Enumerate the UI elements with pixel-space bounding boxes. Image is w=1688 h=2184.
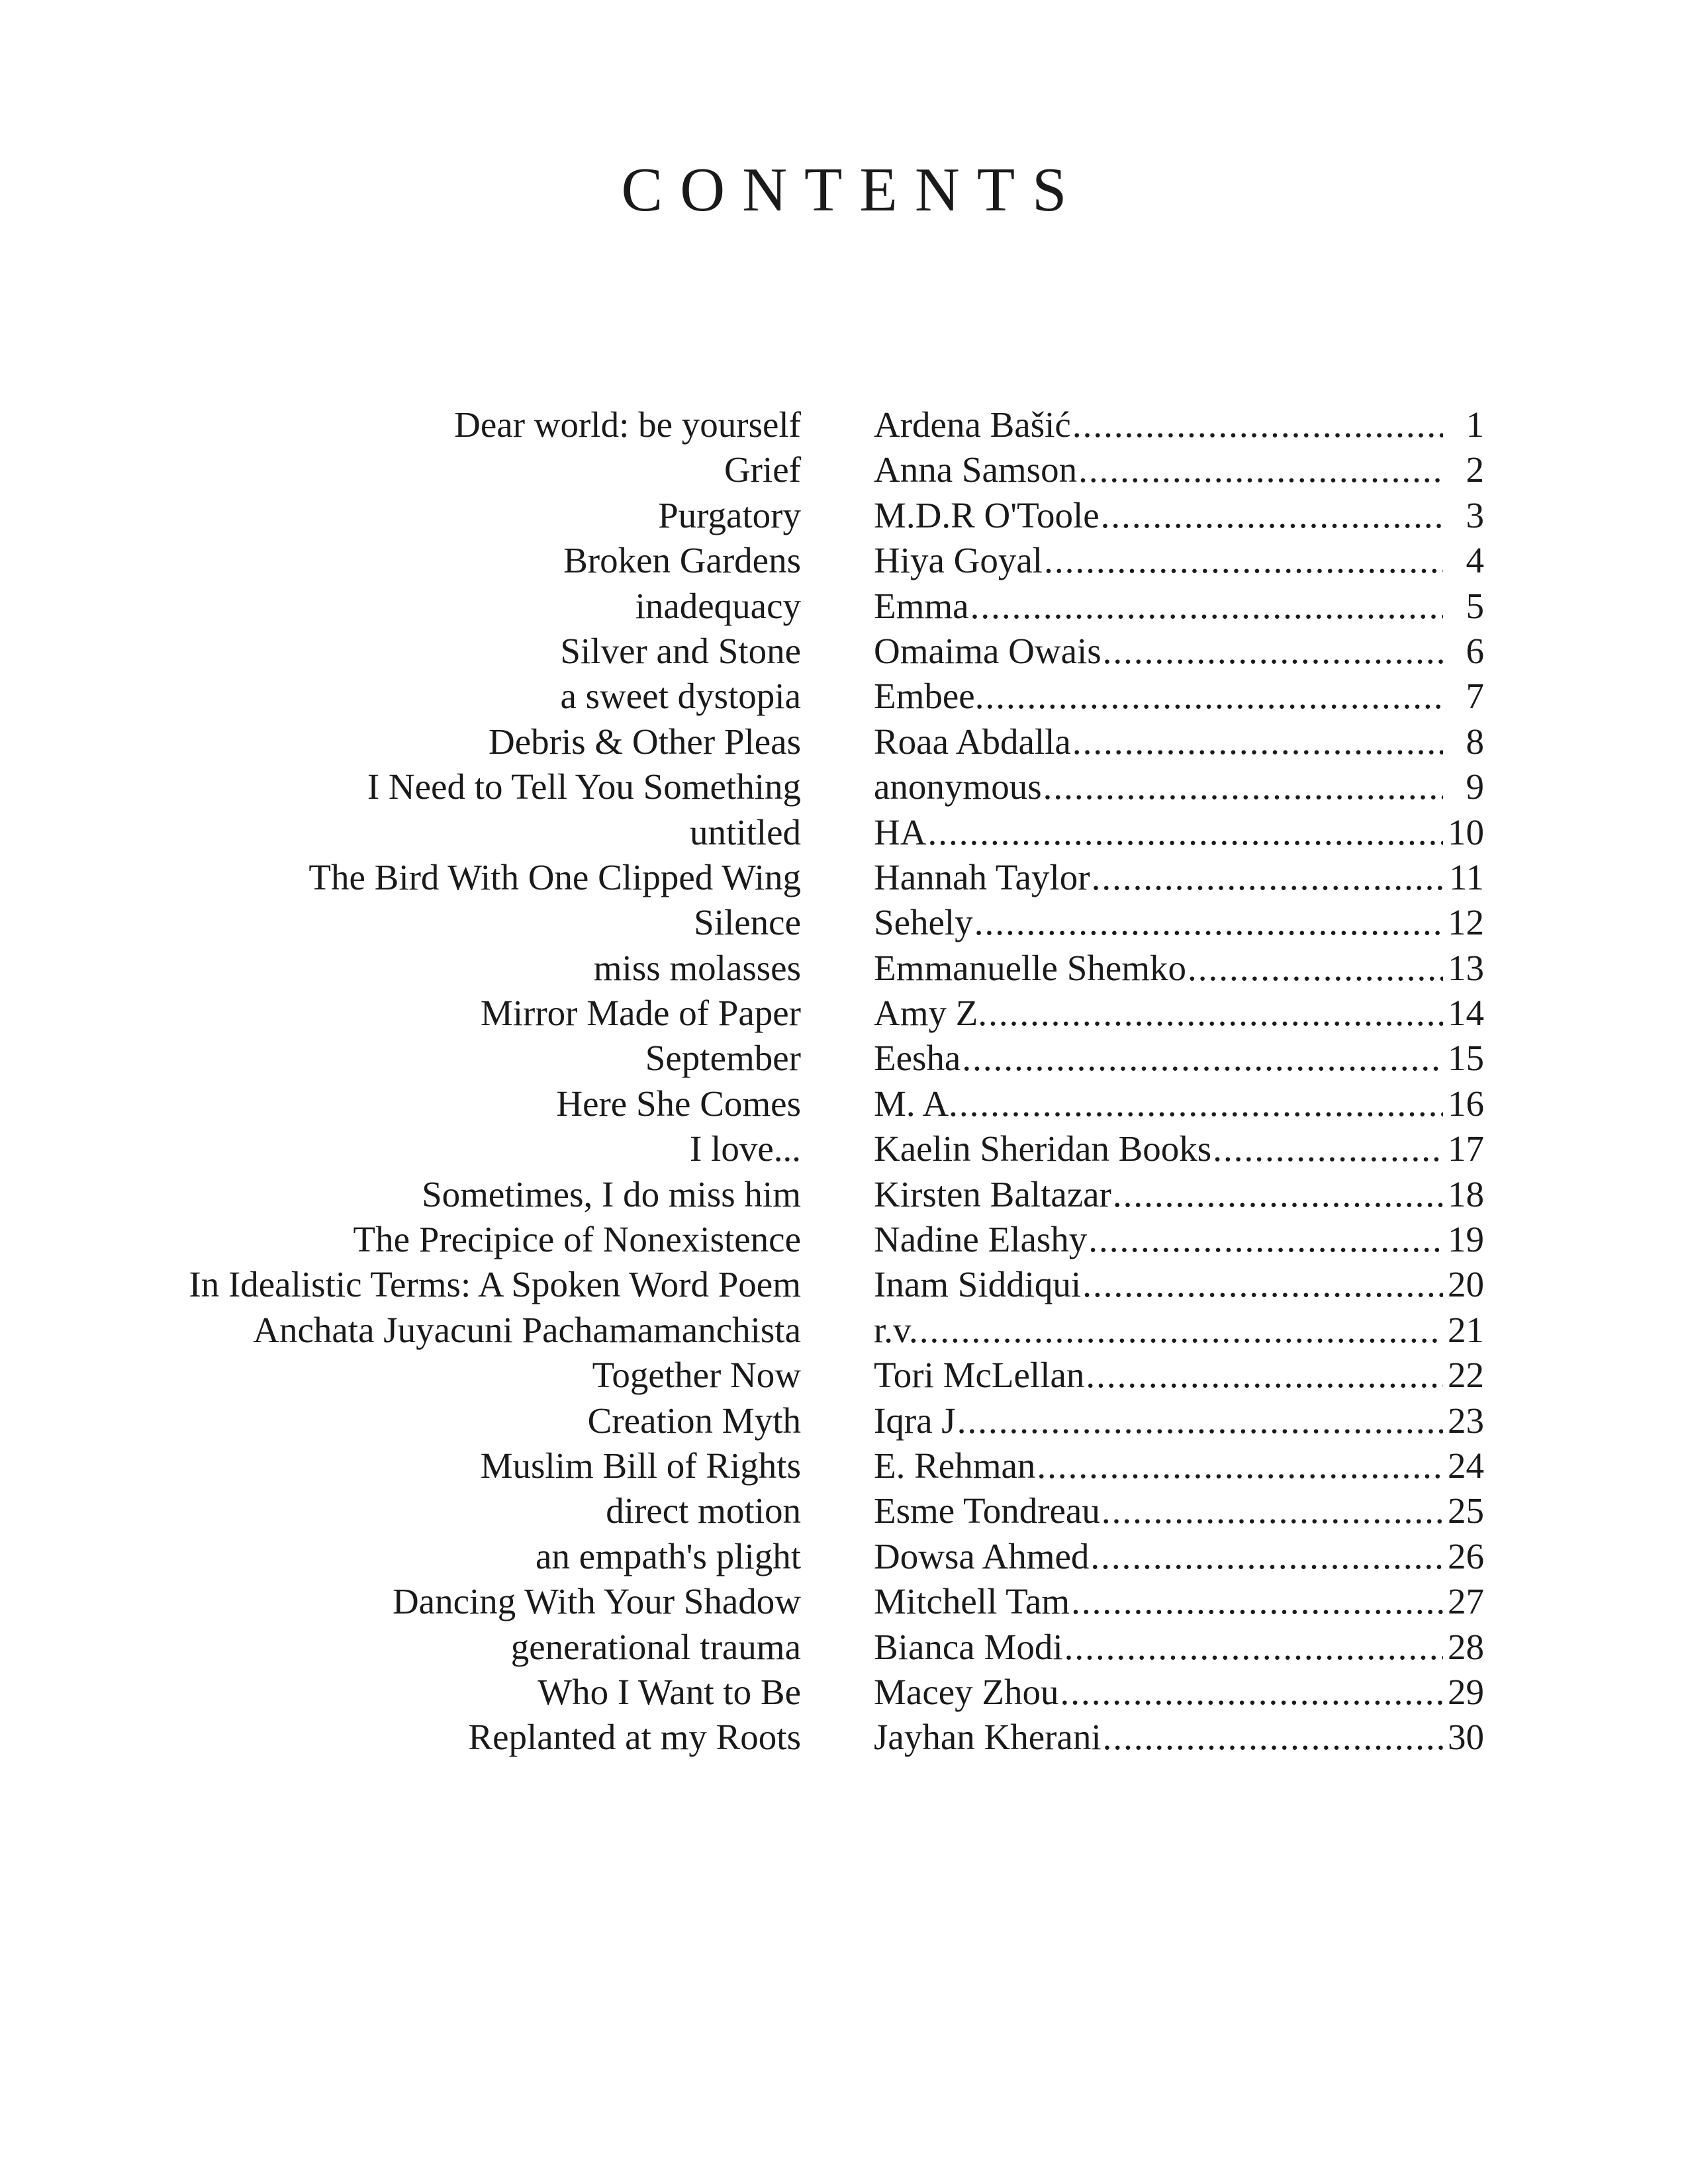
entry-title: September <box>645 1038 801 1079</box>
entry-page-number: 30 <box>1448 1717 1484 1758</box>
entry-title: Debris & Other Pleas <box>489 721 801 762</box>
entry-page-number: 23 <box>1448 1400 1484 1441</box>
entry-title: Sometimes, I do miss him <box>422 1173 801 1214</box>
entry-page-number: 26 <box>1448 1535 1484 1576</box>
entry-title: I Need to Tell You Something <box>367 766 801 807</box>
entry-author: Iqra J <box>874 1400 956 1441</box>
dot-leader <box>1060 1670 1444 1715</box>
entry-author: Emma <box>874 585 969 626</box>
dot-leader <box>974 900 1443 945</box>
entry-author-page <box>874 1217 1484 1262</box>
entry-author: Omaima Owais <box>874 630 1102 671</box>
entry-author-page <box>874 1579 1484 1624</box>
entry-title: direct motion <box>606 1490 801 1531</box>
entry-title: Mirror Made of Paper <box>480 993 801 1034</box>
entry-author: Embee. <box>874 676 984 717</box>
entry-title: In Idealistic Terms: A Spoken Word Poem <box>189 1264 801 1305</box>
entry-title: an empath's plight <box>536 1535 801 1576</box>
entry-author-page <box>874 1534 1484 1579</box>
toc-row <box>0 1353 1688 1398</box>
entry-author: M. A. <box>874 1083 958 1124</box>
entry-title: Replanted at my Roots <box>468 1717 801 1758</box>
entry-page-number: 13 <box>1448 947 1484 988</box>
dot-leader <box>1188 946 1443 991</box>
entry-author-page <box>874 1398 1484 1443</box>
entry-author-page <box>874 810 1484 855</box>
entry-author-page <box>874 493 1484 538</box>
entry-author: Macey Zhou <box>874 1671 1059 1712</box>
entry-author: Sehely <box>874 902 973 943</box>
toc-row <box>0 900 1688 945</box>
toc-row <box>0 1217 1688 1262</box>
entry-author-page <box>874 674 1484 719</box>
entry-title: miss molasses <box>593 947 801 988</box>
entry-author-page <box>874 1172 1484 1217</box>
entry-author-page <box>874 1262 1484 1307</box>
entry-author-page <box>874 764 1484 809</box>
entry-author-page <box>874 1715 1484 1760</box>
entry-title: Here She Comes <box>556 1083 801 1124</box>
dot-leader <box>1092 855 1443 900</box>
entry-author: Esme Tondreau <box>874 1490 1100 1531</box>
dot-leader <box>1213 1126 1443 1171</box>
entry-page-number: 29 <box>1448 1671 1484 1712</box>
entry-author-page <box>874 855 1484 900</box>
entry-title: a sweet dystopia <box>560 676 801 717</box>
entry-page-number: 21 <box>1448 1309 1484 1350</box>
entry-title: untitled <box>689 811 801 852</box>
entry-author-page <box>874 1126 1484 1171</box>
entry-page-number: 7 <box>1466 676 1484 717</box>
dot-leader <box>919 1308 1443 1353</box>
entry-title: The Precipice of Nonexistence <box>353 1219 801 1260</box>
entry-author: HA <box>874 811 927 852</box>
entry-author: Kaelin Sheridan Books <box>874 1128 1212 1169</box>
toc-row <box>0 810 1688 855</box>
toc-row <box>0 764 1688 809</box>
entry-page-number: 22 <box>1448 1355 1484 1396</box>
dot-leader <box>1044 538 1443 583</box>
dot-leader <box>985 674 1443 719</box>
toc-row <box>0 855 1688 900</box>
entry-title: Grief <box>724 449 801 490</box>
table-of-contents <box>0 402 1688 1760</box>
entry-author-page <box>874 629 1484 674</box>
dot-leader <box>1088 1217 1443 1262</box>
toc-row <box>0 991 1688 1036</box>
entry-author: Hannah Taylor <box>874 856 1090 897</box>
toc-row <box>0 1715 1688 1760</box>
dot-leader <box>1043 764 1443 809</box>
entry-author-page <box>874 1625 1484 1670</box>
entry-author-page <box>874 584 1484 629</box>
entry-author-page <box>874 1488 1484 1533</box>
entry-author-page <box>874 447 1484 492</box>
entry-author: Anna Samson <box>874 449 1078 490</box>
entry-page-number: 18 <box>1448 1173 1484 1214</box>
entry-title: Anchata Juyacuni Pachamamanchista <box>253 1309 801 1350</box>
entry-author-page <box>874 946 1484 991</box>
entry-title: The Bird With One Clipped Wing <box>308 856 801 897</box>
toc-row <box>0 629 1688 674</box>
toc-row <box>0 1488 1688 1533</box>
entry-page-number: 28 <box>1448 1626 1484 1667</box>
entry-page-number: 12 <box>1448 902 1484 943</box>
dot-leader <box>1103 629 1443 674</box>
entry-title: Silence <box>694 902 801 943</box>
toc-row <box>0 946 1688 991</box>
entry-author: anonymous <box>874 766 1042 807</box>
entry-author-page <box>874 1353 1484 1398</box>
entry-author-page <box>874 900 1484 945</box>
toc-row <box>0 1126 1688 1171</box>
toc-row <box>0 1398 1688 1443</box>
toc-row <box>0 402 1688 447</box>
dot-leader <box>962 1036 1443 1081</box>
entry-page-number: 16 <box>1448 1083 1484 1124</box>
entry-author: M.D.R O'Toole <box>874 494 1100 535</box>
entry-title: I love... <box>689 1128 801 1169</box>
entry-title: Dancing With Your Shadow <box>392 1581 801 1622</box>
entry-page-number: 4 <box>1466 540 1484 581</box>
entry-author: Emmanuelle Shemko <box>874 947 1186 988</box>
entry-page-number: 9 <box>1466 766 1484 807</box>
entry-author: E. Rehman <box>874 1445 1036 1486</box>
entry-page-number: 10 <box>1448 811 1484 852</box>
toc-row <box>0 1308 1688 1353</box>
entry-author: Tori McLellan <box>874 1355 1085 1396</box>
entry-title: Broken Gardens <box>563 540 801 581</box>
entry-author: Roaa Abdalla <box>874 721 1071 762</box>
entry-author: Kirsten Baltazar <box>874 1173 1111 1214</box>
dot-leader <box>1113 1172 1443 1217</box>
toc-row <box>0 1625 1688 1670</box>
entry-title: Silver and Stone <box>560 630 801 671</box>
entry-title: Purgatory <box>658 494 801 535</box>
dot-leader <box>1071 1579 1443 1624</box>
entry-author: Bianca Modi <box>874 1626 1063 1667</box>
dot-leader <box>1086 1353 1443 1398</box>
toc-row <box>0 674 1688 719</box>
entry-author-page <box>874 1443 1484 1488</box>
entry-title: Muslim Bill of Rights <box>480 1445 801 1486</box>
entry-title: generational trauma <box>510 1626 801 1667</box>
toc-row <box>0 1534 1688 1579</box>
entry-page-number: 11 <box>1449 856 1484 897</box>
entry-page-number: 2 <box>1466 449 1484 490</box>
toc-row <box>0 1081 1688 1126</box>
entry-author-page <box>874 402 1484 447</box>
entry-author: Amy Z. <box>874 993 988 1034</box>
entry-title: Creation Myth <box>587 1400 801 1441</box>
dot-leader <box>959 1081 1443 1126</box>
toc-row <box>0 584 1688 629</box>
entry-author: Dowsa Ahmed <box>874 1535 1090 1576</box>
entry-page-number: 20 <box>1448 1264 1484 1305</box>
entry-author-page <box>874 719 1484 764</box>
entry-page-number: 27 <box>1448 1581 1484 1622</box>
toc-row <box>0 719 1688 764</box>
entry-page-number: 6 <box>1466 630 1484 671</box>
entry-page-number: 19 <box>1448 1219 1484 1260</box>
dot-leader <box>927 810 1443 855</box>
entry-page-number: 3 <box>1466 494 1484 535</box>
toc-row <box>0 1262 1688 1307</box>
entry-title: inadequacy <box>635 585 801 626</box>
page-title: CONTENTS <box>621 156 1084 224</box>
toc-row <box>0 447 1688 492</box>
entry-title: Who I Want to Be <box>538 1671 801 1712</box>
toc-row <box>0 1172 1688 1217</box>
entry-page-number: 25 <box>1448 1490 1484 1531</box>
dot-leader <box>957 1398 1443 1443</box>
dot-leader <box>1102 1488 1443 1533</box>
entry-page-number: 14 <box>1448 993 1484 1034</box>
toc-row <box>0 1579 1688 1624</box>
entry-author: r.v. <box>874 1309 918 1350</box>
entry-page-number: 1 <box>1466 404 1484 445</box>
toc-row <box>0 1443 1688 1488</box>
entry-title: Together Now <box>592 1355 801 1396</box>
dot-leader <box>1101 493 1443 538</box>
entry-author-page <box>874 1081 1484 1126</box>
dot-leader <box>1082 1262 1443 1307</box>
entry-author: Nadine Elashy <box>874 1219 1088 1260</box>
entry-page-number: 5 <box>1466 585 1484 626</box>
dot-leader <box>1078 447 1443 492</box>
dot-leader <box>1037 1443 1443 1488</box>
entry-page-number: 24 <box>1448 1445 1484 1486</box>
entry-author-page <box>874 1670 1484 1715</box>
entry-author-page <box>874 1308 1484 1353</box>
entry-author: Eesha <box>874 1038 961 1079</box>
toc-row <box>0 493 1688 538</box>
entry-author-page <box>874 538 1484 583</box>
dot-leader <box>1072 719 1443 764</box>
entry-page-number: 15 <box>1448 1038 1484 1079</box>
entry-author: Mitchell Tam <box>874 1581 1070 1622</box>
entry-page-number: 8 <box>1466 721 1484 762</box>
entry-author: Hiya Goyal <box>874 540 1043 581</box>
dot-leader <box>1072 402 1443 447</box>
entry-author: Inam Siddiqui <box>874 1264 1082 1305</box>
entry-author: Jayhan Kherani <box>874 1717 1102 1758</box>
dot-leader <box>988 991 1443 1036</box>
entry-title: Dear world: be yourself <box>454 404 801 445</box>
toc-row <box>0 538 1688 583</box>
dot-leader <box>970 584 1443 629</box>
dot-leader <box>1090 1534 1443 1579</box>
entry-page-number: 17 <box>1448 1128 1484 1169</box>
entry-author-page <box>874 1036 1484 1081</box>
toc-row <box>0 1036 1688 1081</box>
entry-author: Ardena Bašić <box>874 404 1071 445</box>
toc-row <box>0 1670 1688 1715</box>
entry-author-page <box>874 991 1484 1036</box>
dot-leader <box>1064 1625 1443 1670</box>
dot-leader <box>1103 1715 1443 1760</box>
